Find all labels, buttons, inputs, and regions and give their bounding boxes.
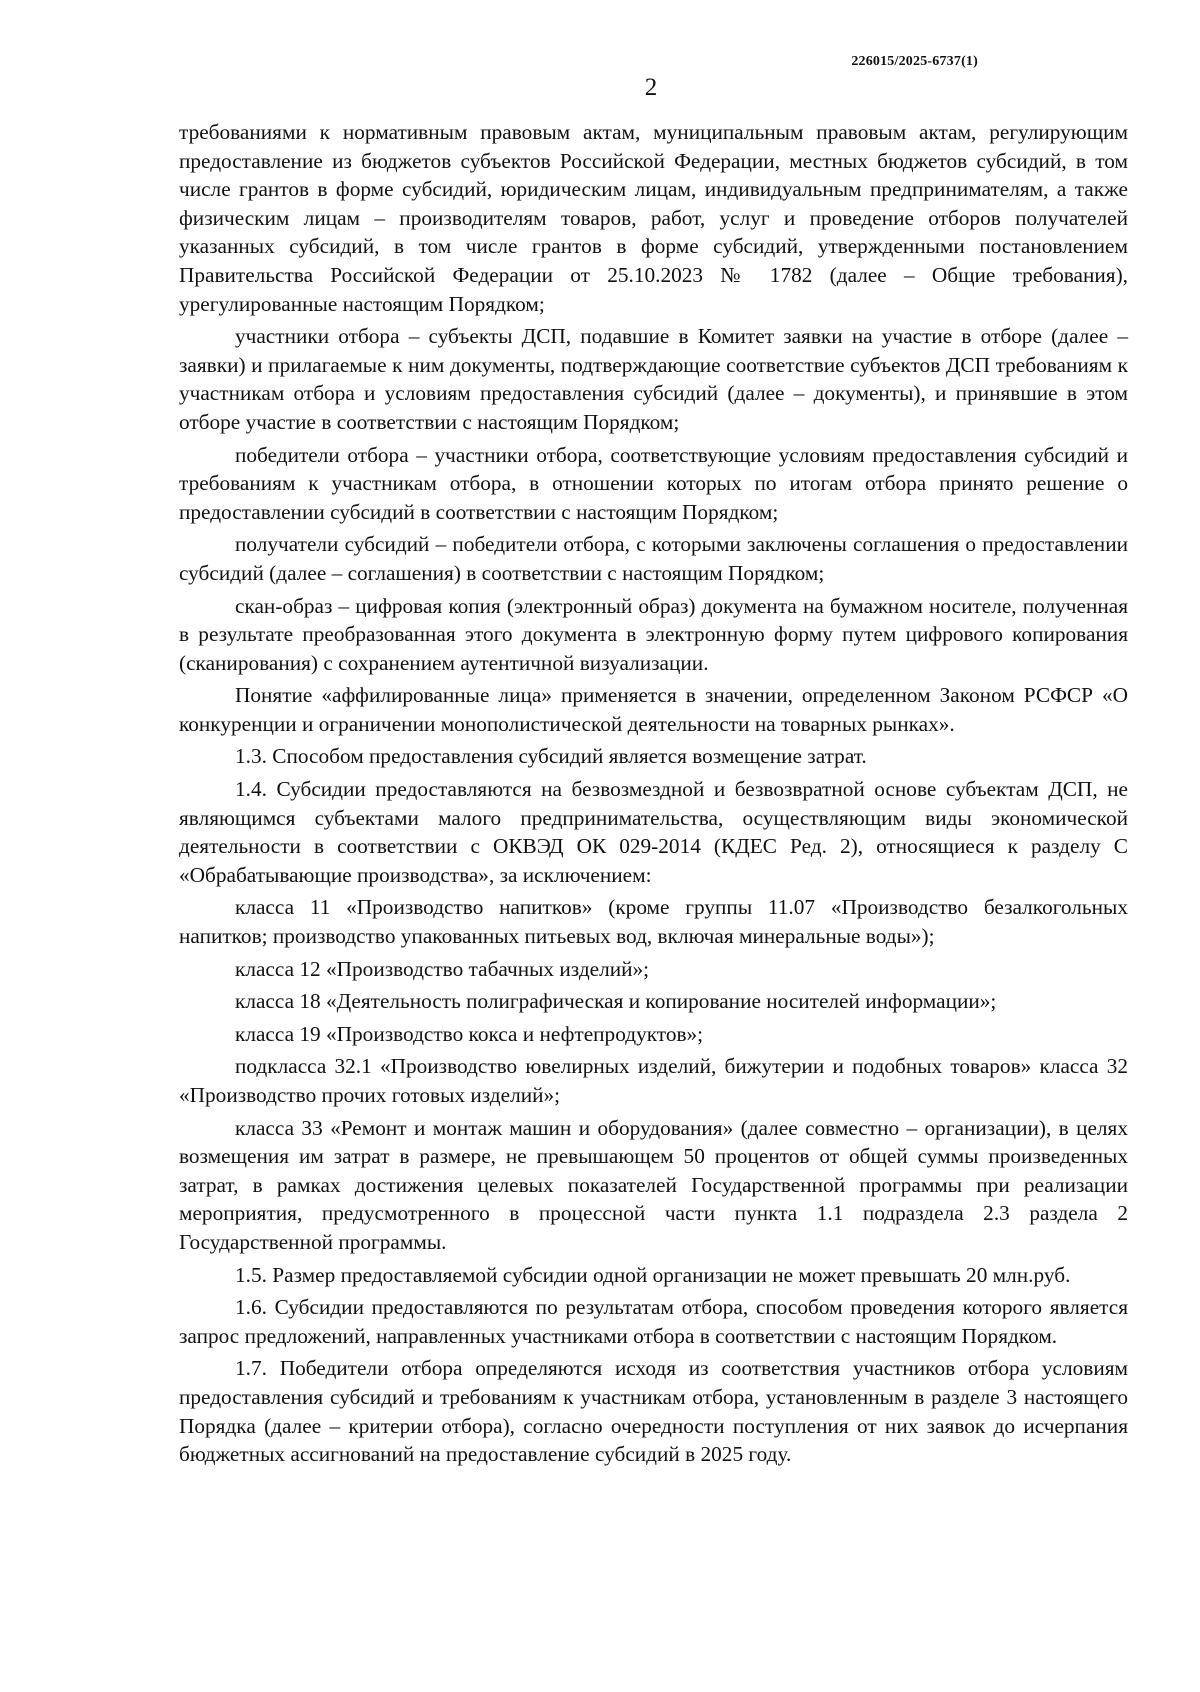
paragraph: победители отбора – участники отбора, соответствующие условиям предоставления субсидий и требованиям к участникам отбора, в отношении которых по итогам отбора принято решение о предоставлении субсидий в соответствии с настоящим Порядком; [179, 442, 1128, 524]
paragraph: 1.5. Размер предоставляемой субсидии одной организации не может превышать 20 млн.руб. [235, 1262, 1071, 1287]
paragraph: класса 19 «Производство кокса и нефтепродуктов»; [235, 1021, 704, 1046]
document-body [179, 118, 1128, 1473]
document-id: 226015/2025-6737(1) [851, 54, 978, 69]
paragraph: 1.7. Победители отбора определяются исходя из соответствия участников отбора условиям предоставления субсидий и требованиям к участникам отбора, установленным в разделе 3 настоящего Порядка (далее – критерии отбора), согласно очередности поступления от них заявок до исчерпания бюджетных ассигнований на предоставление субсидий в 2025 году. [179, 1356, 1128, 1467]
page-number: 2 [644, 74, 658, 101]
paragraph: подкласса 32.1 «Производство ювелирных изделий, бижутерии и подобных товаров» класса 32 «Производство прочих готовых изделий»; [179, 1054, 1128, 1107]
paragraph: Понятие «аффилированные лица» применяется в значении, определенном Законом РСФСР «О конкуренции и ограничении монополистической деятельности на товарных рынках». [179, 683, 1128, 736]
paragraph: класса 18 «Деятельность полиграфическая и копирование носителей информации»; [235, 989, 997, 1014]
paragraph: 1.4. Субсидии предоставляются на безвозмездной и безвозвратной основе субъектам ДСП, не являющимся субъектами малого предпринимательства, осуществляющим виды экономической деятельности в соответствии с ОКВЭД ОК 029-2014 (КДЕС Ред. 2), относящиеся к разделу С «Обрабатывающие производства», за исключением: [179, 777, 1128, 887]
paragraph: 1.6. Субсидии предоставляются по результатам отбора, способом проведения которого является запрос предложений, направленных участниками отбора в соответствии с настоящим Порядком. [179, 1295, 1128, 1348]
paragraph: 1.3. Способом предоставления субсидий является возмещение затрат. [235, 744, 867, 769]
paragraph: участники отбора – субъекты ДСП, подавшие в Комитет заявки на участие в отборе (далее – заявки) и прилагаемые к ним документы, подтверждающие соответствие субъектов ДСП требованиям к участникам отбора и условиям предоставления субсидий (далее – документы), и принявшие в этом отборе участие в соответствии с настоящим Порядком; [179, 324, 1128, 434]
paragraph: класса 11 «Производство напитков» (кроме группы 11.07 «Производство безалкогольных напитков; производство упакованных питьевых вод, включая минеральные воды»); [179, 895, 1128, 949]
paragraph: класса 33 «Ремонт и монтаж машин и оборудования» (далее совместно – организации), в целях возмещения им затрат в размере, не превышающем 50 процентов от общей суммы произведенных затрат, в рамках достижения целевых показателей Государственной программы при реализации мероприятия, предусмотренного в процессной части пункта 1.1 подраздела 2.3 раздела 2 Государственной программы. [179, 1115, 1128, 1254]
paragraph: скан-образ – цифровая копия (электронный образ) документа на бумажном носителе, полученная в результате преобразованная этого документа в электронную форму путем цифрового копирования (сканирования) с сохранением аутентичной визуализации. [179, 593, 1128, 675]
paragraph: требованиями к нормативным правовым актам, муниципальным правовым актам, регулирующим предоставление из бюджетов субъектов Российской Федерации, местных бюджетов субсидий, в том числе грантов в форме субсидий, юридическим лицам, индивидуальным предпринимателям, а также физическим лицам – производителям товаров, работ, услуг и проведение отборов получателей указанных субсидий, в том числе грантов в форме субсидий, утвержденными постановлением Правительства Российской Федерации от 25.10.2023 № 1782 (далее – Общие требования), урегулированные настоящим Порядком; [179, 120, 1128, 316]
paragraph: класса 12 «Производство табачных изделий»; [235, 956, 650, 981]
paragraph: получатели субсидий – победители отбора, с которыми заключены соглашения о предоставлении субсидий (далее – соглашения) в соответствии с настоящим Порядком; [179, 532, 1128, 585]
